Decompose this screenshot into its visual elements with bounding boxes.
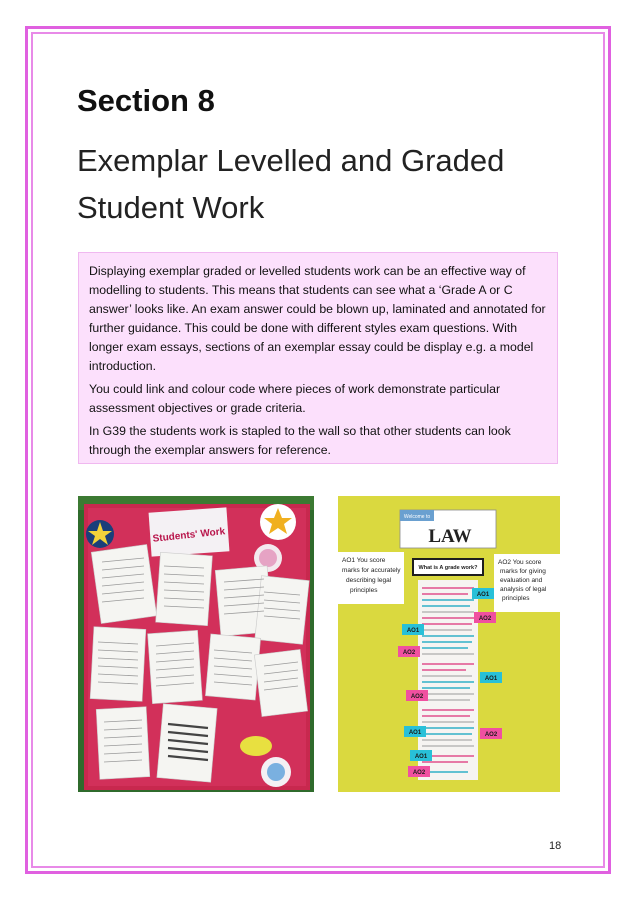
- ao-tag: AO1: [476, 592, 490, 598]
- law-heading: LAW: [428, 526, 472, 547]
- ao-tag: AO1: [408, 730, 422, 736]
- welcome-text: Welcome to: [403, 514, 431, 520]
- section-title: Section 8: [77, 83, 215, 118]
- page-number: 18: [549, 840, 562, 852]
- question-label: What is A grade work?: [418, 565, 478, 571]
- ao-tag: AO2: [478, 616, 492, 622]
- ao-tag: AO2: [484, 732, 498, 738]
- ao-tag: AO2: [402, 650, 416, 656]
- callout-box: [78, 252, 558, 464]
- callout-paragraph: You could link and colour code where pieces of work demonstrate particular assessment objectives or grade criteria.: [89, 382, 501, 415]
- photo-law-display: [338, 496, 560, 792]
- ao-tag: AO2: [410, 694, 424, 700]
- photo-students-work-board: [78, 496, 314, 792]
- callout-paragraph: In G39 the students work is stapled to the wall so that other students can look through the exemplar answers for reference.: [89, 424, 511, 457]
- ao-tag: AO1: [406, 628, 420, 634]
- ao-tag: AO2: [412, 770, 426, 776]
- section-subtitle: Exemplar Levelled and Graded Student Work: [77, 143, 505, 225]
- callout-paragraph: Displaying exemplar graded or levelled students work can be an effective way of modelling to students. This means that students can see what a ‘Grade A or C answer’ looks like. An exam answer could be blown up, laminated and annotated for further guidance. This could be done with different styles exam questions. With longer exam essays, sections of an exemplar essay could be display e.g. a model introduction.: [89, 264, 546, 373]
- ao-tag: AO1: [414, 754, 428, 760]
- ao1-card-text: AO1 You score marks for accurately describing legal principles: [342, 557, 401, 594]
- ao-tag: AO1: [484, 676, 498, 682]
- students-work-board-illustration: [78, 496, 314, 792]
- students-work-sign: Students' Work: [152, 526, 226, 545]
- law-display-illustration: [338, 496, 560, 792]
- ao2-card-text: AO2 You score marks for giving evaluation and analysis of legal principles: [498, 559, 547, 602]
